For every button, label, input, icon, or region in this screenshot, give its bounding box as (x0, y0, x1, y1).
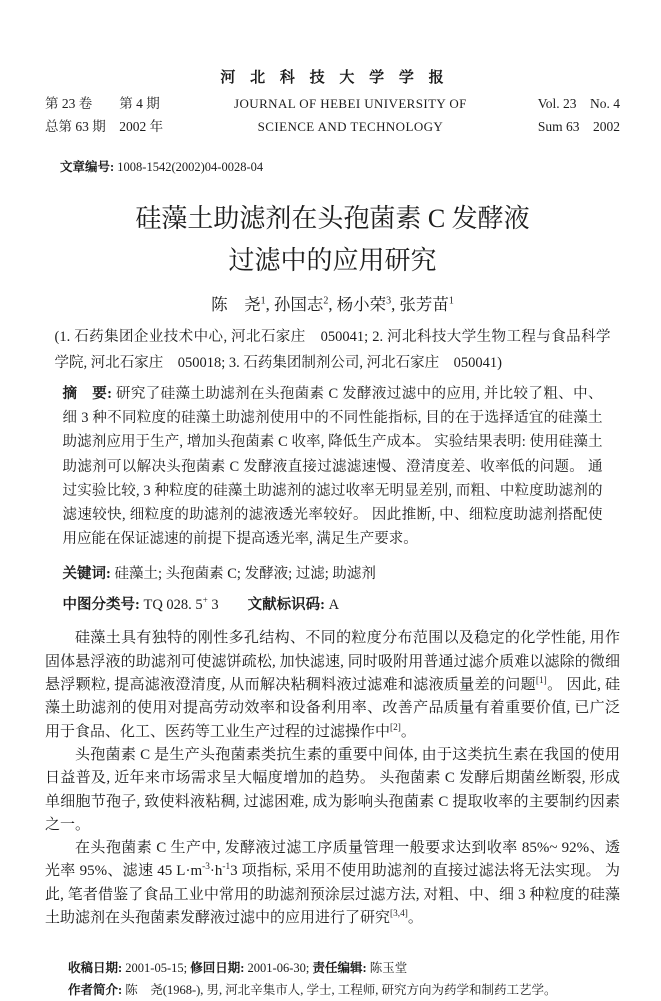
abstract: 摘 要: 研究了硅藻土助滤剂在头孢菌素 C 发酵液过滤中的应用, 并比较了粗、中、细 3 种不同粒度的硅藻土助滤剂使用中的不同性能指标, 目的在于选择适宜的硅藻土助滤剂应用于生产, 增加头孢菌素 C 收率, 降低生产成本。 实验结果表明: 使用硅藻土助滤剂可以解决头孢菌素 C 发酵液直接过滤滤速慢、澄清度差、收率低的问题。 通过实验比较, 3 种粒度的硅藻土助滤剂的滤过收率无明显差别, 而粗、中粒度助滤剂的滤速较快, 细粒度的助滤剂的滤液透光率较好。 因此推断, 中、细粒度助滤剂搭配使用应能在保证滤速的前提下提高透光率, 满足生产要求。 (62, 386, 603, 548)
issue-info-en (538, 92, 620, 138)
paragraph-1: 硅藻土具有独特的刚性多孔结构、不同的粒度分布范围以及稳定的化学性能, 用作固体悬浮液的助滤剂可使滤饼疏松, 加快滤速, 同时吸附用普通过滤介质难以滤除的微细悬浮颗粒, 提高滤液澄清度, 从而解决粘稠料液过滤难和滤液质量差的问题[1]。 因此, 硅藻土助滤剂的使用对提高劳动效率和设备利用率、改善产品质量有着重要价值, 已广泛用于食品、化工、医药等工业生产过程的过滤操作中[2]。 (45, 630, 620, 740)
paragraph-3: 在头孢菌素 C 生产中, 发酵液过滤工序质量管理一般要求达到收率 85%~ 92%、透光率 95%、滤速 45 $L\cdot m^{-3}\cdot h^{-1}3$ 项指标, 采用不使用助滤剂的直接过滤法将无法实现。 为此, 笔者借鉴了食品工业中常用的助滤剂预涂层过滤方法, 对粗、中、细 3 种粒度的硅藻土助滤剂在头孢菌素发酵液过滤中的应用进行了研究[3,4]。 (45, 840, 620, 926)
journal-title-en (234, 92, 467, 138)
journal-title-en-line1: JOURNAL OF HEBEI UNIVERSITY OF (234, 96, 467, 111)
paper-title-line1: 硅藻土助滤剂在头孢菌素 C 发酵液 (135, 204, 530, 233)
abstract-block (63, 382, 603, 614)
issue-info-cn (45, 92, 163, 138)
journal-title-cn: 河 北 科 技 大 学 学 报 (220, 70, 445, 86)
authors-line: 陈 尧$^1$, 孙国志$^2$, 杨小荣$^3$, 张芳苗$^1$ (211, 295, 454, 314)
volume-issue-cn: 第 23 卷 第 4 期 (45, 96, 160, 111)
author-bio-line: 作者简介: 陈 尧(1968-), 男, 河北辛集市人, 学士, 工程师, 研究方向为药学和制药工艺学。 (68, 983, 557, 998)
paragraph-2: 头孢菌素 C 是生产头孢菌素类抗生素的重要中间体, 由于这类抗生素在我国的使用日益普及, 近年来市场需求呈大幅度增加的趋势。 头孢菌素 C 发酵后期菌丝断裂, 形成单细胞节孢子, 致使料液粘稠, 过滤困难, 成为影响头孢菌素 C 提取收率的主要制约因素之一。 (45, 746, 620, 833)
journal-header-row (45, 92, 620, 138)
sum-year-en: Sum 63 2002 (537, 119, 620, 134)
sum-year-cn: 总第 63 期 2002 年 (45, 119, 164, 134)
keywords-line: 关键词: 硅藻土; 头孢菌素 C; 发酵液; 过滤; 助滤剂 (62, 566, 376, 583)
journal-title-en-line2: SCIENCE AND TECHNOLOGY (257, 119, 444, 134)
classification-line: 中图分类号: TQ 028. 5+ 3 文献标识码: A (62, 595, 340, 614)
paper-title (45, 198, 620, 282)
volume-issue-en: Vol. 23 No. 4 (537, 96, 620, 111)
article-number: 文章编号: 1008-1542(2002)04-0028-04 (60, 160, 264, 174)
paper-title-line2: 过滤中的应用研究 (228, 246, 437, 275)
dates-editor-line: 收稿日期: 2001-05-15; 修回日期: 2001-06-30; 责任编辑: 陈玉堂 (68, 961, 408, 976)
affiliations: (1. 石药集团企业技术中心, 河北石家庄 050041; 2. 河北科技大学生物工程与食品科学学院, 河北石家庄 050018; 3. 石药集团制剂公司, 河北石家庄 050041) (54, 329, 611, 371)
footnote-block (45, 957, 620, 1001)
body-text (45, 627, 620, 930)
